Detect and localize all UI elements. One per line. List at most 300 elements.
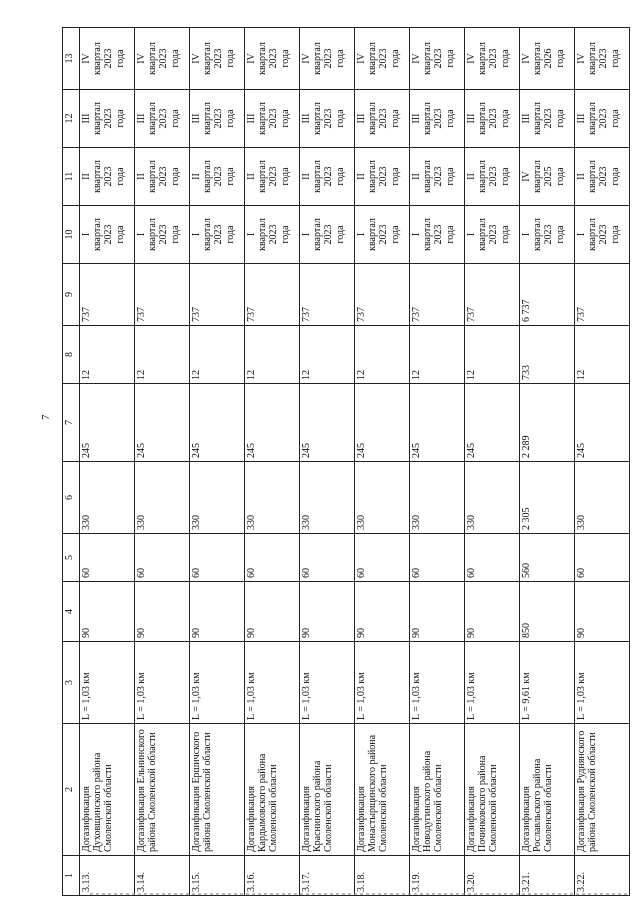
quarter-line: 2023: [433, 224, 445, 245]
quarter-line: 2023: [598, 108, 610, 129]
cell-col-6: 330: [80, 462, 135, 534]
cell-quarter: [465, 148, 520, 206]
quarter-line: года: [609, 109, 621, 128]
page-number: 7: [40, 414, 52, 420]
quarter-line: III: [136, 113, 147, 124]
quarter-line: 2023: [488, 166, 500, 187]
cell-col-6: 330: [575, 462, 630, 534]
quarter-line: 2023: [323, 108, 335, 129]
cell-col-6: 330: [410, 462, 465, 534]
cell-quarter: [80, 206, 135, 264]
cell-quarter: [300, 206, 355, 264]
row-number: 3.21.: [520, 856, 575, 896]
quarter-line: года: [334, 49, 346, 68]
quarter-line: 2023: [268, 224, 280, 245]
cell-quarter: [465, 28, 520, 90]
cell-col-6: 330: [245, 462, 300, 534]
quarter-line: 2023: [378, 224, 390, 245]
row-name: Догазификация Монастырщинского района Смоленской области: [355, 724, 410, 856]
cell-col-6: 330: [300, 462, 355, 534]
quarter-line: года: [444, 167, 456, 186]
quarter-line: 2023: [433, 48, 445, 69]
quarter-line: 2023: [213, 108, 225, 129]
cell-col-9: 737: [135, 264, 190, 326]
cell-quarter: [245, 206, 300, 264]
cell-col-5: 60: [80, 534, 135, 582]
quarter-line: IV: [301, 53, 312, 64]
quarter-line: II: [191, 173, 202, 180]
quarter-line: года: [554, 49, 566, 68]
cell-col-5: 60: [465, 534, 520, 582]
cell-col-8: 12: [575, 326, 630, 384]
quarter-line: II: [301, 173, 312, 180]
cell-quarter: [355, 90, 410, 148]
quarter-line: года: [169, 109, 181, 128]
row-length: L = 1,03 км: [245, 642, 300, 724]
row-length: L = 1,03 км: [355, 642, 410, 724]
quarter-line: 2023: [433, 108, 445, 129]
column-header: 9: [63, 264, 80, 326]
quarter-line: квартал: [257, 160, 269, 193]
cell-quarter: [80, 28, 135, 90]
column-header: 12: [63, 90, 80, 148]
quarter-line: квартал: [147, 42, 159, 75]
column-header: 6: [63, 462, 80, 534]
quarter-line: 2023: [488, 108, 500, 129]
quarter-line: квартал: [312, 102, 324, 135]
row-number: 3.22.: [575, 856, 630, 896]
quarter-line: квартал: [147, 102, 159, 135]
row-length: L = 1,03 км: [410, 642, 465, 724]
row-length: L = 1,03 км: [300, 642, 355, 724]
row-length: L = 1,03 км: [575, 642, 630, 724]
quarter-line: II: [411, 173, 422, 180]
quarter-line: квартал: [532, 42, 544, 75]
quarter-line: II: [466, 173, 477, 180]
quarter-line: III: [356, 113, 367, 124]
quarter-line: года: [389, 49, 401, 68]
cell-quarter: [80, 90, 135, 148]
quarter-line: 2023: [103, 166, 115, 187]
row-number: 3.19.: [410, 856, 465, 896]
row-length: L = 9,61 км: [520, 642, 575, 724]
quarter-line: квартал: [92, 42, 104, 75]
quarter-line: IV: [136, 53, 147, 64]
row-length: L = 1,03 км: [190, 642, 245, 724]
row-name: Догазификация Духовщинского района Смоленской области: [80, 724, 135, 856]
quarter-line: квартал: [367, 42, 379, 75]
cell-col-7: 245: [135, 384, 190, 462]
cell-col-9: 737: [300, 264, 355, 326]
quarter-line: года: [499, 49, 511, 68]
cell-col-5: 60: [300, 534, 355, 582]
quarter-line: квартал: [202, 218, 214, 251]
quarter-line: I: [246, 232, 257, 237]
cell-quarter: [520, 90, 575, 148]
cell-col-8: 12: [190, 326, 245, 384]
cell-quarter: [575, 28, 630, 90]
cell-col-9: 737: [245, 264, 300, 326]
quarter-line: 2023: [268, 108, 280, 129]
cell-col-8: 12: [135, 326, 190, 384]
quarter-line: II: [81, 173, 92, 180]
quarter-line: года: [279, 109, 291, 128]
cell-col-4: 90: [575, 582, 630, 642]
quarter-line: 2023: [433, 166, 445, 187]
quarter-line: квартал: [147, 160, 159, 193]
cell-quarter: [575, 206, 630, 264]
cell-quarter: [300, 148, 355, 206]
quarter-line: I: [521, 232, 532, 237]
column-header: 4: [63, 582, 80, 642]
cell-col-4: 90: [245, 582, 300, 642]
row-length: L = 1,03 км: [80, 642, 135, 724]
cell-col-8: 733: [520, 326, 575, 384]
quarter-line: 2023: [543, 108, 555, 129]
cell-quarter: [245, 90, 300, 148]
quarter-line: I: [466, 232, 477, 237]
quarter-line: года: [224, 225, 236, 244]
quarter-line: года: [499, 225, 511, 244]
quarter-line: III: [81, 113, 92, 124]
cell-quarter: [575, 90, 630, 148]
quarter-line: 2023: [488, 224, 500, 245]
row-number: 3.15.: [190, 856, 245, 896]
quarter-line: года: [169, 167, 181, 186]
quarter-line: квартал: [92, 218, 104, 251]
quarter-line: I: [301, 232, 312, 237]
row-number: 3.14.: [135, 856, 190, 896]
cell-quarter: [355, 148, 410, 206]
cell-col-5: 60: [575, 534, 630, 582]
quarter-line: года: [224, 49, 236, 68]
column-header: 7: [63, 384, 80, 462]
quarter-line: IV: [521, 53, 532, 64]
quarter-line: I: [81, 232, 92, 237]
quarter-line: года: [444, 109, 456, 128]
cell-quarter: [355, 206, 410, 264]
quarter-line: 2023: [158, 224, 170, 245]
column-header: 11: [63, 148, 80, 206]
table-row: [300, 28, 355, 896]
quarter-line: года: [554, 167, 566, 186]
quarter-line: IV: [521, 171, 532, 182]
row-name: Догазификация Рославльского района Смоленской области: [520, 724, 575, 856]
cell-col-8: 12: [355, 326, 410, 384]
cell-quarter: [520, 148, 575, 206]
quarter-line: года: [499, 167, 511, 186]
quarter-line: года: [609, 225, 621, 244]
quarter-line: года: [389, 109, 401, 128]
quarter-line: 2023: [323, 48, 335, 69]
cell-col-4: 90: [465, 582, 520, 642]
quarter-line: года: [169, 49, 181, 68]
row-name: Догазификация Ельнинского района Смоленской области: [135, 724, 190, 856]
cell-col-6: 330: [190, 462, 245, 534]
cell-quarter: [520, 206, 575, 264]
cell-col-5: 60: [410, 534, 465, 582]
quarter-line: 2023: [598, 48, 610, 69]
cell-col-8: 12: [465, 326, 520, 384]
quarter-line: квартал: [477, 102, 489, 135]
quarter-line: квартал: [202, 160, 214, 193]
cell-col-7: 245: [410, 384, 465, 462]
quarter-line: I: [411, 232, 422, 237]
quarter-line: IV: [411, 53, 422, 64]
table-row: [135, 28, 190, 896]
quarter-line: года: [609, 49, 621, 68]
quarter-line: квартал: [257, 42, 269, 75]
quarter-line: 2023: [158, 48, 170, 69]
quarter-line: III: [301, 113, 312, 124]
quarter-line: 2023: [103, 108, 115, 129]
quarter-line: 2023: [268, 166, 280, 187]
quarter-line: 2023: [323, 166, 335, 187]
column-header: 13: [63, 28, 80, 90]
quarter-line: 2025: [543, 166, 555, 187]
quarter-line: года: [114, 167, 126, 186]
row-name: Догазификация Руднянского района Смоленской области: [575, 724, 630, 856]
row-name: Догазификация Новодугинского района Смоленской области: [410, 724, 465, 856]
cell-quarter: [410, 90, 465, 148]
table-row: [575, 28, 630, 896]
quarter-line: квартал: [587, 160, 599, 193]
quarter-line: квартал: [367, 218, 379, 251]
quarter-line: 2023: [378, 48, 390, 69]
cell-col-4: 90: [80, 582, 135, 642]
cell-col-7: 245: [190, 384, 245, 462]
quarter-line: квартал: [422, 160, 434, 193]
row-name: Догазификация Починковского района Смоленской области: [465, 724, 520, 856]
data-table: [62, 27, 630, 896]
cell-col-5: 60: [190, 534, 245, 582]
quarter-line: года: [334, 225, 346, 244]
cell-quarter: [135, 28, 190, 90]
quarter-line: года: [389, 167, 401, 186]
cell-col-7: 245: [300, 384, 355, 462]
quarter-line: квартал: [477, 218, 489, 251]
quarter-line: года: [279, 49, 291, 68]
cell-quarter: [575, 148, 630, 206]
quarter-line: I: [356, 232, 367, 237]
column-header: 8: [63, 326, 80, 384]
cell-col-9: 737: [190, 264, 245, 326]
table-row: [465, 28, 520, 896]
quarter-line: 2023: [213, 48, 225, 69]
column-header: 1: [63, 856, 80, 896]
column-header: 3: [63, 642, 80, 724]
quarter-line: квартал: [147, 218, 159, 251]
cell-col-8: 12: [80, 326, 135, 384]
cell-quarter: [465, 90, 520, 148]
cell-quarter: [245, 28, 300, 90]
cell-col-9: 737: [465, 264, 520, 326]
cell-col-8: 12: [245, 326, 300, 384]
cell-quarter: [135, 206, 190, 264]
cell-col-9: 737: [575, 264, 630, 326]
table-row: [80, 28, 135, 896]
row-length: L = 1,03 км: [465, 642, 520, 724]
quarter-line: II: [356, 173, 367, 180]
quarter-line: года: [224, 109, 236, 128]
cell-col-9: 6 737: [520, 264, 575, 326]
quarter-line: 2023: [378, 166, 390, 187]
column-header: 5: [63, 534, 80, 582]
cell-col-7: 245: [575, 384, 630, 462]
quarter-line: года: [169, 225, 181, 244]
quarter-line: квартал: [312, 42, 324, 75]
quarter-line: 2023: [323, 224, 335, 245]
cell-col-7: 245: [80, 384, 135, 462]
cell-quarter: [410, 28, 465, 90]
quarter-line: квартал: [587, 42, 599, 75]
row-name: Догазификация Ершичского района Смоленской области: [190, 724, 245, 856]
quarter-line: квартал: [92, 102, 104, 135]
row-number: 3.20.: [465, 856, 520, 896]
quarter-line: III: [576, 113, 587, 124]
quarter-line: II: [576, 173, 587, 180]
quarter-line: квартал: [202, 102, 214, 135]
quarter-line: квартал: [367, 160, 379, 193]
quarter-line: квартал: [422, 218, 434, 251]
quarter-line: квартал: [587, 218, 599, 251]
quarter-line: 2023: [378, 108, 390, 129]
quarter-line: года: [499, 109, 511, 128]
cell-col-8: 12: [410, 326, 465, 384]
cell-quarter: [410, 148, 465, 206]
quarter-line: года: [279, 225, 291, 244]
quarter-line: квартал: [312, 160, 324, 193]
quarter-line: I: [191, 232, 202, 237]
quarter-line: года: [554, 109, 566, 128]
cell-quarter: [300, 90, 355, 148]
quarter-line: 2023: [213, 224, 225, 245]
quarter-line: II: [136, 173, 147, 180]
cell-col-6: 330: [355, 462, 410, 534]
cell-quarter: [80, 148, 135, 206]
quarter-line: квартал: [532, 102, 544, 135]
row-number: 3.18.: [355, 856, 410, 896]
quarter-line: III: [191, 113, 202, 124]
header-row: [63, 28, 80, 896]
row-number: 3.16.: [245, 856, 300, 896]
cell-col-9: 737: [410, 264, 465, 326]
cell-col-5: 60: [355, 534, 410, 582]
cell-quarter: [190, 148, 245, 206]
cell-quarter: [135, 148, 190, 206]
cell-col-4: 90: [135, 582, 190, 642]
quarter-line: квартал: [422, 42, 434, 75]
quarter-line: года: [334, 109, 346, 128]
quarter-line: IV: [246, 53, 257, 64]
cell-col-7: 245: [245, 384, 300, 462]
quarter-line: года: [114, 49, 126, 68]
quarter-line: года: [444, 225, 456, 244]
table-row: [520, 28, 575, 896]
cell-quarter: [190, 206, 245, 264]
quarter-line: II: [246, 173, 257, 180]
table-body: [80, 28, 630, 896]
cell-quarter: [355, 28, 410, 90]
cell-quarter: [520, 28, 575, 90]
quarter-line: 2023: [598, 166, 610, 187]
quarter-line: IV: [466, 53, 477, 64]
quarter-line: квартал: [367, 102, 379, 135]
quarter-line: III: [246, 113, 257, 124]
cell-col-7: 245: [355, 384, 410, 462]
quarter-line: года: [444, 49, 456, 68]
quarter-line: 2023: [488, 48, 500, 69]
cell-col-7: 2 289: [520, 384, 575, 462]
cell-col-9: 737: [80, 264, 135, 326]
row-number: 3.13.: [80, 856, 135, 896]
cell-col-9: 737: [355, 264, 410, 326]
rotated-table-wrapper: [62, 28, 630, 896]
quarter-line: IV: [191, 53, 202, 64]
quarter-line: III: [466, 113, 477, 124]
quarter-line: квартал: [92, 160, 104, 193]
quarter-line: года: [114, 109, 126, 128]
column-header: 2: [63, 724, 80, 856]
row-name: Догазификация Кардымовского района Смоленской области: [245, 724, 300, 856]
cell-col-6: 2 305: [520, 462, 575, 534]
scan-artifact: [90, 893, 630, 895]
cell-quarter: [190, 90, 245, 148]
table-stage: [62, 28, 630, 896]
quarter-line: I: [576, 232, 587, 237]
quarter-line: года: [609, 167, 621, 186]
cell-quarter: [410, 206, 465, 264]
quarter-line: III: [411, 113, 422, 124]
quarter-line: года: [334, 167, 346, 186]
quarter-line: года: [114, 225, 126, 244]
quarter-line: 2023: [268, 48, 280, 69]
quarter-line: 2026: [543, 48, 555, 69]
quarter-line: 2023: [543, 224, 555, 245]
table-row: [190, 28, 245, 896]
column-header: 10: [63, 206, 80, 264]
quarter-line: III: [521, 113, 532, 124]
cell-col-4: 90: [300, 582, 355, 642]
cell-quarter: [465, 206, 520, 264]
row-number: 3.17.: [300, 856, 355, 896]
quarter-line: квартал: [532, 160, 544, 193]
quarter-line: IV: [356, 53, 367, 64]
cell-col-5: 60: [245, 534, 300, 582]
table-row: [245, 28, 300, 896]
cell-col-4: 90: [355, 582, 410, 642]
quarter-line: квартал: [312, 218, 324, 251]
quarter-line: 2023: [158, 166, 170, 187]
quarter-line: 2023: [158, 108, 170, 129]
cell-quarter: [135, 90, 190, 148]
quarter-line: 2023: [103, 224, 115, 245]
quarter-line: квартал: [532, 218, 544, 251]
quarter-line: года: [224, 167, 236, 186]
cell-col-5: 560: [520, 534, 575, 582]
quarter-line: квартал: [587, 102, 599, 135]
row-length: L = 1,03 км: [135, 642, 190, 724]
quarter-line: IV: [576, 53, 587, 64]
table-row: [355, 28, 410, 896]
cell-col-6: 330: [135, 462, 190, 534]
cell-col-6: 330: [465, 462, 520, 534]
cell-col-7: 245: [465, 384, 520, 462]
quarter-line: квартал: [477, 42, 489, 75]
quarter-line: квартал: [422, 102, 434, 135]
cell-col-5: 60: [135, 534, 190, 582]
quarter-line: 2023: [213, 166, 225, 187]
